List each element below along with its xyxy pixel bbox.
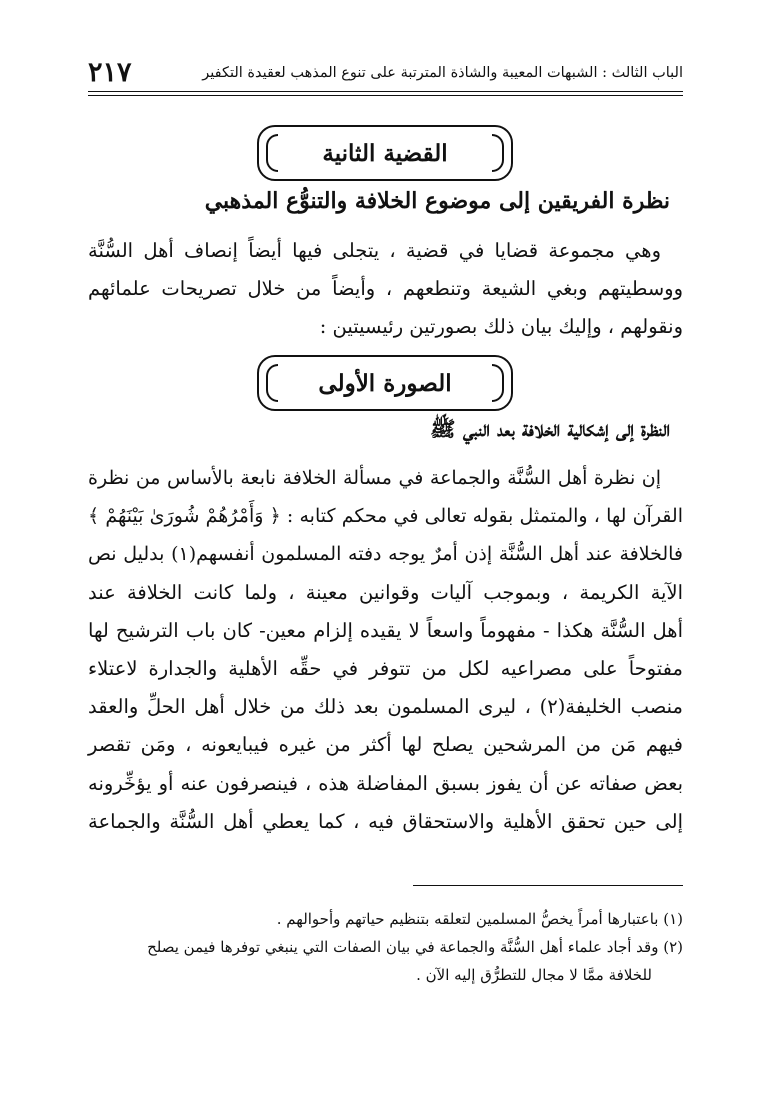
section-title: القضية الثانية — [322, 139, 448, 167]
text-line: ووسطيتهم وبغي الشيعة وتنطعهم ، وأيضاً من خلال تصريحات علمائهم — [88, 277, 683, 301]
text-line: فالخلافة عند أهل السُّنَّة إذن أمرٌ يوجه دفته المسلمون أنفسهم(١) بدليل نص — [88, 543, 683, 566]
topic-heading: نظرة الفريقين إلى موضوع الخلافة والتنوُّع المذهبي — [204, 188, 670, 214]
text-line: مفتوحاً على مصراعيه لكل من تتوفر في حقِّه الأهلية والجدارة لاعتلاء — [88, 656, 683, 680]
intro-paragraph — [88, 232, 683, 347]
text-line: منصب الخليفة(٢) ، ليرى المسلمون بعد ذلك من خلال أهل الحلِّ والعقد — [88, 695, 683, 719]
running-header — [88, 56, 683, 94]
header-rule — [88, 91, 683, 92]
text-line: إن نظرة أهل السُّنَّة والجماعة في مسألة الخلافة نابعة بالأساس من نظرة — [88, 467, 661, 489]
text-line: أهل السُّنَّة هكذا - مفهوماً واسعاً لا يقيده إلزام معين- كان باب الترشيح لها — [88, 618, 683, 642]
text-line: إلى حين تحقق الأهلية والاستحقاق فيه ، كما يعطي أهل السُّنَّة والجماعة — [88, 809, 683, 833]
text-line: الآية الكريمة ، وبموجب آليات وقوانين معينة ، ولما كانت الخلافة عند — [88, 580, 683, 604]
text-line: فيهم مَن من المرشحين يصلح لها أكثر من غيره فيبايعونه ، ومَن تقصر — [88, 733, 683, 757]
text-line: وهي مجموعة قضايا في قضية ، يتجلى فيها أيضاً إنصاف أهل السُّنَّة — [88, 239, 661, 262]
text-line: ونقولهم ، وإليك بيان ذلك بصورتين رئيسيتين : — [319, 315, 683, 339]
section-title: الصورة الأولى — [318, 369, 452, 397]
text-line: القرآن لها ، والمتمثل بقوله تعالى في محكم كتابه : ﴿ وَأَمْرُهُمْ شُورَىٰ بَيْنَهُمْ ﴾ — [88, 505, 683, 528]
footnotes — [88, 905, 683, 989]
running-title: الباب الثالث : الشبهات المعيبة والشاذة المترتبة على تنوع المذهب لعقيدة التكفير — [202, 65, 683, 81]
footnote: (١) باعتبارها أمراً يخصُّ المسلمين لتعلقه بتنظيم حياتهم وأحوالهم . — [276, 910, 683, 928]
text-line: بعض صفاته عن أن يفوز بسبق المفاضلة هذه ، فينصرفون عنه أو يؤخِّرونه — [88, 771, 683, 795]
footnote-separator — [413, 885, 683, 886]
header-rule — [88, 95, 683, 96]
subtopic-heading: النظرة إلى إشكالية الخلافة بعد النبي ﷺ — [430, 416, 670, 441]
section-frame-first-form — [257, 355, 513, 411]
page-number: ٢١٧ — [88, 57, 132, 88]
footnote: (٢) وقد أجاد علماء أهل السُّنَّة والجماعة في بيان الصفات التي ينبغي توفرها فيمن يصلح — [147, 938, 683, 956]
footnote-continuation: للخلافة ممَّا لا مجال للتطرُّق إليه الآن . — [416, 966, 652, 984]
section-frame-issue — [257, 125, 513, 181]
body-paragraph — [88, 459, 683, 841]
